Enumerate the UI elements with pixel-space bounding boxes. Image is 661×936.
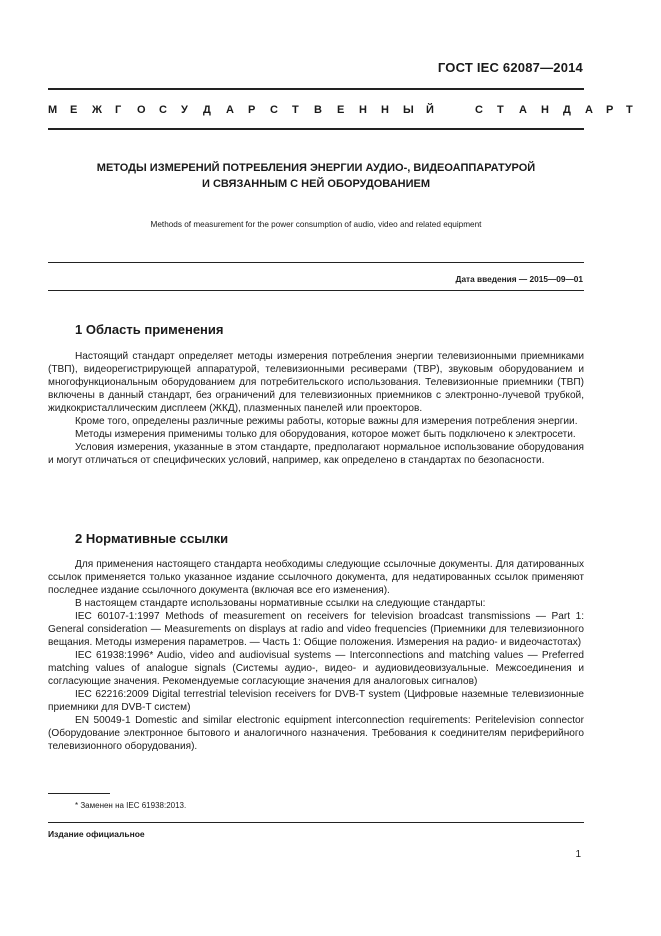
- banner-letter: С: [270, 104, 278, 116]
- date-rule: [48, 290, 584, 291]
- banner-letter: Т: [292, 104, 299, 116]
- section-2-body: [48, 558, 584, 753]
- banner-letter: Н: [541, 104, 549, 116]
- section-1-body: [48, 350, 584, 467]
- header-rule: [48, 88, 584, 90]
- banner-letter: Д: [203, 104, 211, 116]
- banner-letter: Й: [426, 104, 434, 116]
- title-line-1: МЕТОДЫ ИЗМЕРЕНИЙ ПОТРЕБЛЕНИЯ ЭНЕРГИИ АУДИО-, ВИДЕОАППАРАТУРОЙ: [96, 162, 536, 174]
- footnote-rule: [48, 793, 110, 794]
- page-number: 1: [575, 849, 581, 860]
- banner-letter: Р: [606, 104, 614, 116]
- banner-letter: Г: [115, 104, 122, 116]
- intro-date: Дата введения — 2015—09—01: [455, 274, 583, 284]
- reference-item: IEC 62216:2009 Digital terrestrial television receivers for DVB-T system (Цифровые наземные телевизионные приемники для DVB-T систем): [48, 689, 584, 713]
- paragraph: Настоящий стандарт определяет методы измерения потребления энергии телевизионными приемниками (ТВП), видеорегистрирующей аппаратурой, телевизионными ресиверами (ТВР), звуковым оборудованием и многофункциональным оборудованием для потребительского использования. Телевизионные приемники (ТВП) включены в данный стандарт, без ограничений для телевизионных приемников с электронно-лучевой трубкой, жидкокристаллическим дисплеем (ЖКД), плазменных панелей или проекторов.: [48, 351, 584, 414]
- banner-letter: Т: [626, 104, 633, 116]
- gost-number: ГОСТ IEC 62087—2014: [437, 60, 583, 75]
- banner-letter: Р: [248, 104, 256, 116]
- footnote: * Заменен на IEC 61938:2013.: [75, 801, 187, 810]
- paragraph: Условия измерения, указанные в этом стандарте, предполагают нормальное использование оборудования и могут отличаться от специфических условий, например, как определено в стандартах по безопасности.: [48, 442, 584, 466]
- banner-letter: Н: [359, 104, 367, 116]
- paragraph: Методы измерения применимы только для оборудования, которое может быть подключено к электросети.: [75, 429, 576, 440]
- banner-letter: Е: [337, 104, 345, 116]
- banner-letter: Д: [563, 104, 571, 116]
- banner-letter: В: [314, 104, 322, 116]
- banner-rule: [48, 128, 584, 130]
- paragraph: Для применения настоящего стандарта необходимы следующие ссылочные документы. Для датированных ссылок применяется только указанное издание ссылочного документа, для недатированных ссылок применяют последнее издание ссылочного документа (включая все его изменения).: [48, 559, 584, 596]
- banner-letter: Е: [70, 104, 78, 116]
- title-rule: [48, 262, 584, 263]
- paragraph: Кроме того, определены различные режимы работы, которые важны для измерения потребления энергии.: [75, 416, 578, 427]
- banner-letter: Т: [497, 104, 504, 116]
- section-2-heading: 2 Нормативные ссылки: [75, 531, 229, 546]
- document-title: [48, 160, 584, 192]
- banner-letter: А: [519, 104, 527, 116]
- title-line-2: И СВЯЗАННЫМ С НЕЙ ОБОРУДОВАНИЕМ: [201, 178, 430, 190]
- banner-letter: Ы: [403, 104, 414, 116]
- banner-letter: О: [137, 104, 146, 116]
- banner-letter: А: [226, 104, 234, 116]
- banner-letter: Н: [381, 104, 389, 116]
- reference-item: IEC 61938:1996* Audio, video and audiovisual systems — Interconnections and matching values — Preferred matching values of analogue signals (Системы аудио-, видео- и аудиовидеовизуальные. Межсоединения и согласующие значения. Рекомендуемые согласующие значения для аналоговых сигналов): [48, 650, 584, 687]
- section-1-heading: 1 Область применения: [75, 322, 224, 337]
- reference-item: IEC 60107-1:1997 Methods of measurement on receivers for television broadcast transmissions — Part 1: General consideration — Measurements on displays at radio and video frequencies (Приемники для телевизионного вещания. Методы измерения параметров. — Часть 1: Общие положения. Измерения на радио- и видеочастотах): [48, 611, 584, 648]
- reference-item: EN 50049-1 Domestic and similar electronic equipment interconnection requirements: Peritelevision connector (Оборудование электронное бытового и аналогичного назначения. Требования к соединителям периферийного телевизионного оборудования).: [48, 715, 584, 752]
- banner-letter: У: [181, 104, 188, 116]
- english-title: Methods of measurement for the power consumption of audio, video and related equipment: [150, 220, 482, 229]
- banner-letter: С: [159, 104, 167, 116]
- edition-label: Издание официальное: [48, 829, 145, 839]
- footer-rule: [48, 822, 584, 823]
- banner-letter: М: [48, 104, 58, 116]
- banner-letter: Ж: [92, 104, 102, 116]
- banner-letter: С: [475, 104, 483, 116]
- paragraph: В настоящем стандарте использованы нормативные ссылки на следующие стандарты:: [75, 598, 486, 609]
- banner-letter: А: [585, 104, 593, 116]
